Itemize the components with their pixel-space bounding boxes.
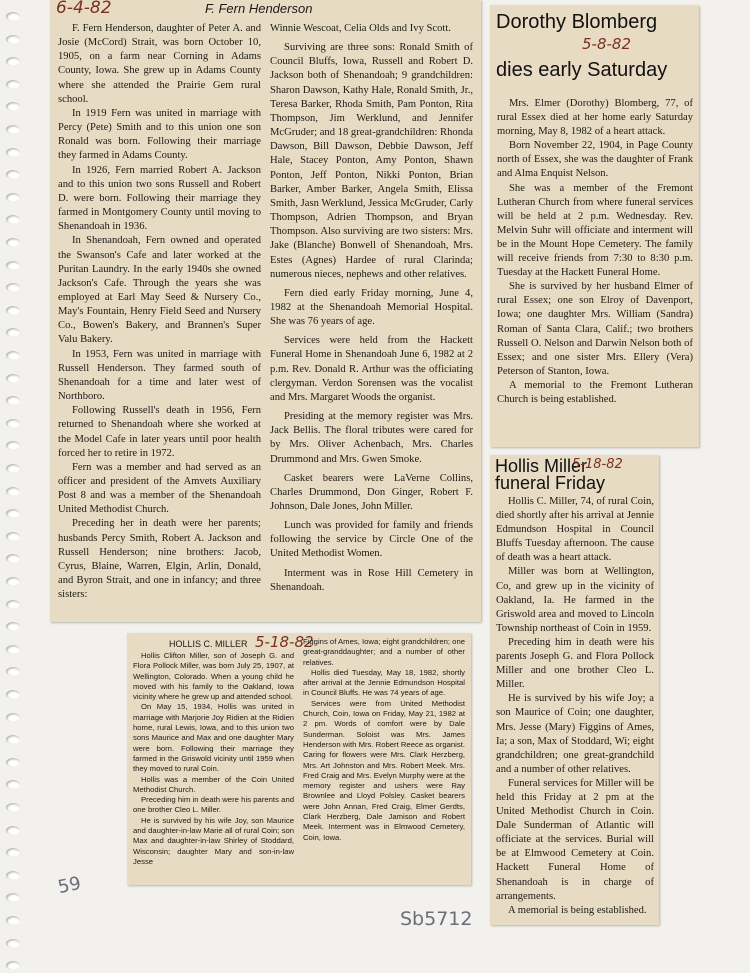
binder-hole [6,464,20,473]
paragraph: Interment was in Rose Hill Cemetery in Shenandoah. [270,567,473,593]
binder-hole [6,396,20,405]
article-column-left [58,22,261,602]
paragraph: Preceding him in death were his parents and one brother Cleo L. Miller. [133,795,294,815]
binder-hole [6,826,20,835]
paragraph: She is survived by her husband Elmer of rural Essex; one son Elroy of Davenport, Iowa; one daughter Mrs. William (Sandra) Roman of Santa Clara, Calif.; two brothers Russell O. Nelson and Darwin Nelson both of Essex; and one sister Mrs. Ellery (Vera) Peterson of Stanton, Iowa. [497,281,693,377]
binder-hole [6,125,20,134]
binder-hole [6,848,20,857]
binder-hole [6,509,20,518]
paragraph: Mrs. Elmer (Dorothy) Blomberg, 77, of rural Essex died at her home early Saturday morning, May 8, 1982 of a heart attack. [497,98,693,138]
obituary-title: HOLLIS C. MILLER [169,639,248,649]
article-column-left [133,651,294,867]
binder-hole [6,328,20,337]
paragraph: Born November 22, 1904, in Page County north of Essex, she was the daughter of Frank and Alma Enquist Nelson. [497,140,693,180]
headline-line-1: Hollis Miller [495,456,588,476]
binder-hole [6,441,20,450]
binder-hole [6,690,20,699]
binder-hole [6,283,20,292]
article-column-right [270,22,473,595]
paragraph: F. Fern Henderson, daughter of Peter A. and Josie (McCord) Strait, was born October 10, 1905, on a farm near Corning in Adams County, Iowa. She grew up in Adams County where she attended the Prairie Gem rural school. [58,23,261,105]
binder-hole [6,170,20,179]
paragraph: A memorial to the Fremont Lutheran Church is being established. [497,379,693,405]
binder-hole [6,622,20,631]
binder-hole [6,374,20,383]
binder-holes [0,0,30,973]
binder-hole [6,577,20,586]
obituary-hollis-miller-funeral [490,455,659,925]
paragraph: Hollis C. Miller, 74, of rural Coin, died shortly after his arrival at Jennie Edmundson Hospital in Council Bluffs Tuesday afternoon. The cause of death was a heart attack. [496,496,654,564]
paragraph: In Shenandoah, Fern owned and operated the Swanson's Cafe and later worked at the Puritan Laundry. In the early 1940s she owned Jackson's Cafe. Through the years she was employed at Earl May Seed & Nursery Co., May's Fountain, Henry Field Seed and Nursery Co., Bowen's Bakery, and Brannen's Super Valu Bakery. [58,235,261,346]
binder-hole [6,238,20,247]
binder-hole [6,735,20,744]
handwritten-date: 5-18-82 [255,633,314,651]
paragraph: Preceding him in death were his parents Joseph G. and Flora Pollock Miller and one brother Cleo L. Miller. [496,636,654,691]
headline-line-2: dies early Saturday [496,59,668,81]
handwritten-date: 5-8-82 [582,35,631,53]
paragraph: He is survived by his wife Joy; a son Maurice of Coin; one daughter, Mrs. Jesse (Mary) Figgins of Ames, Ia; a son, Max of Stoddard, Wi; eight grandchildren; one great-grandchild and a number of other relatives. [496,693,654,775]
paragraph: Following Russell's death in 1956, Fern returned to Shenandoah where she worked at the Model Cafe in later years until poor health forced her to retire in 1972. [58,405,261,459]
obituary-title: F. Fern Henderson [205,1,313,16]
catalog-code-note: Sb5712 [400,908,473,930]
obituary-dorothy-blomberg [490,5,699,447]
handwritten-date: 6-4-82 [56,0,112,18]
paragraph: Services were from United Methodist Church, Coin, Iowa on Friday, May 21, 1982 at 2 pm. Words of comfort were by Dale Sunderman. Soloist was Mrs. James Henderson with Mrs. Robert Reece as organist. Caring for flowers were Mrs. Clark Herzberg, Mrs. Art Johnston and Mrs. Robert Meek. Mrs. Fred Craig and Mrs. Evelyn Murphy were at the memory register and ushers were Ray Brownlee and Lloyd Polsley. Casket bearers were John Annan, Fred Craig, Elmer Gerdts, Clark Herzberg, Dale Jamison and Robert Meek. Interment was in Elmwood Cemetery, Coin, Iowa. [303,698,465,842]
paragraph: Miller was born at Wellington, Co, and grew up in the vicinity of Oakland, Ia. He farmed in the Griswold area and moved to Lincoln Township northeast of Coin in 1959. [496,566,654,634]
binder-hole [6,12,20,21]
binder-hole [6,600,20,609]
binder-hole [6,645,20,654]
binder-hole [6,35,20,44]
paragraph: Funeral services for Miller will be held this Friday at 2 pm at the United Methodist Church in Coin. Dale Sunderman of Atlantic will officiate at the services. Burial will be at Elmwood Cemetery at Coin. Hackett Funeral Home of Shenandoah is in charge of arrangements. [496,777,654,902]
paragraph: Casket bearers were LaVerne Collins, Charles Drummond, Don Ginger, Robert F. Johnson, Dale Jones, John Miller. [270,472,473,512]
headline-line-2: funeral Friday [495,473,606,493]
binder-hole [6,80,20,89]
paragraph: A memorial is being established. [508,904,647,916]
binder-hole [6,758,20,767]
paragraph: Lunch was provided for family and friends following the service by Circle One of the United Methodist Women. [270,520,473,560]
binder-hole [6,193,20,202]
binder-hole [6,961,20,970]
binder-hole [6,780,20,789]
handwritten-date: 5-18-82 [572,457,623,472]
binder-hole [6,939,20,948]
binder-hole [6,351,20,360]
headline-line-1: Dorothy Blomberg [496,11,658,33]
binder-hole [6,419,20,428]
page-number-note: 59 [56,872,83,899]
paragraph: Presiding at the memory register was Mrs. Jack Bellis. The floral tributes were cared for by Mrs. Oliver Achenbach, Mrs. Charles Drummond and Mrs. Gwen Smoke. [270,411,473,465]
binder-hole [6,554,20,563]
paragraph: Hollis died Tuesday, May 18, 1982, shortly after arrival at the Jennie Edmundson Hospital in Council Bluffs. He was 74 years of age. [303,667,465,698]
binder-hole [6,532,20,541]
paragraph: He is survived by his wife Joy, son Maurice and daughter-in-law Marie all of rural Coin; son Max and daughter-in-law Shirley of Stoddard, Wisconsin; daughter Mary and son-in-law Jesse [133,815,294,866]
paragraph: Preceding her in death were her parents; husbands Percy Smith, Robert A. Jackson and Russell Henderson; nine brothers: Jacob, Cyrus, Blaine, Warren, Elgin, Arlin, Donald, and Byron Strait, and one in infancy; and three sisters: [58,518,261,601]
paragraph: Services were held from the Hackett Funeral Home in Shenandoah June 6, 1982 at 2 p.m. Rev. Donald R. Arthur was the officiating clergyman. Verdon Sorensen was the vocalist and Mrs. Margaret Woods the organist. [270,335,473,403]
binder-hole [6,102,20,111]
binder-hole [6,57,20,66]
binder-hole [6,148,20,157]
paragraph: Surviving are three sons: Ronald Smith of Council Bluffs, Iowa, Russell and Robert D. Jackson both of Shenandoah; 9 grandchildren: Sharon Dawson, Kathy Hale, Ronald Smith, Jr., Teresa Barker, Rhoda Smith, Pam Ponton, Rita Thompson, Jim Werklund, and Jennifer McGruder; and 18 great-grandchildren: Rhonda Dawson, Bill Dawson, Debbie Dawson, Jeff Hale, Stacey Ponton, Amy Ponton, Shawn Ponton, Jeff Ponton, Nikki Ponton, Brian Barker, Amber Barker, Angela Smith, Elissa Smith, Jasn Werklund, Jessica McGruder, Carly Thompson, Adrien Thompson, and Bryan Thompson. Also surviving are two sisters: Mrs. Jake (Blanche) Bonwell of Shenandoah, Mrs. Estes (Agnes) Hardee of rural Clarinda; numerous nieces, nephews and other relatives. [270,42,473,280]
obituary-fern-henderson [50,0,481,622]
obituary-hollis-c-miller [127,633,471,885]
paragraph: Winnie Wescoat, Celia Olds and Ivy Scott. [270,23,451,34]
article-column-right [303,637,465,843]
paragraph: In 1953, Fern was united in marriage with Russell Henderson. They farmed south of Shenandoah for a time and later west of Northboro. [58,348,261,403]
article-body [496,495,654,918]
binder-hole [6,261,20,270]
paragraph: In 1926, Fern married Robert A. Jackson and to this union two sons Russell and Robert D. were born. Following their marriage they farmed in Montgomery County until moving to Shenandoah in 1936. [58,164,261,233]
paragraph: On May 15, 1934, Hollis was united in marriage with Marjorie Joy Ridien at the Ridien home, rural Lewis, Iowa, and to this union two sons Maurice and Max and one daughter Mary were born. Following their marriage they farmed in the Griswold vicinity until 1959 when they moved to rural Coin. [133,702,294,774]
binder-hole [6,871,20,880]
paragraph: Figgins of Ames, Iowa; eight grandchildren; one great-granddaughter; and a number of other relatives. [303,637,465,667]
binder-hole [6,306,20,315]
binder-hole [6,487,20,496]
paragraph: She was a member of the Fremont Lutheran Church from where funeral services will be held at 2 p.m. Wednesday. Rev. Melvin Suhr will officiate and interment will be in the Mount Hope Cemetery. The family will receive friends from 7:30 to 8:30 p.m. Tuesday at the Hackett Funeral Home. [497,182,693,279]
binder-hole [6,713,20,722]
paragraph: Hollis was a member of the Coin United Methodist Church. [133,774,294,794]
binder-hole [6,803,20,812]
binder-hole [6,893,20,902]
paragraph: Fern died early Friday morning, June 4, 1982 at the Shenandoah Memorial Hospital. She was 76 years of age. [270,287,473,328]
binder-hole [6,916,20,925]
paragraph: In 1919 Fern was united in marriage with Percy (Pete) Smith and to this union one son Ronald was born. Following their marriage they farmed in Adams County. [58,107,261,162]
binder-hole [6,667,20,676]
binder-hole [6,215,20,224]
article-body [497,97,693,407]
paragraph: Fern was a member and had served as an officer and president of the Amvets Auxiliary Post 8 and was a member of the Shenandoah United Methodist Church. [58,461,261,516]
paragraph: Hollis Clifton Miller, son of Joseph G. and Flora Pollock Miller, was born July 25, 1907, at Wellington, Colorado. When a young child he moved with his family to the Oakland, Iowa vicinity where he grew up and attended school. [133,651,294,702]
